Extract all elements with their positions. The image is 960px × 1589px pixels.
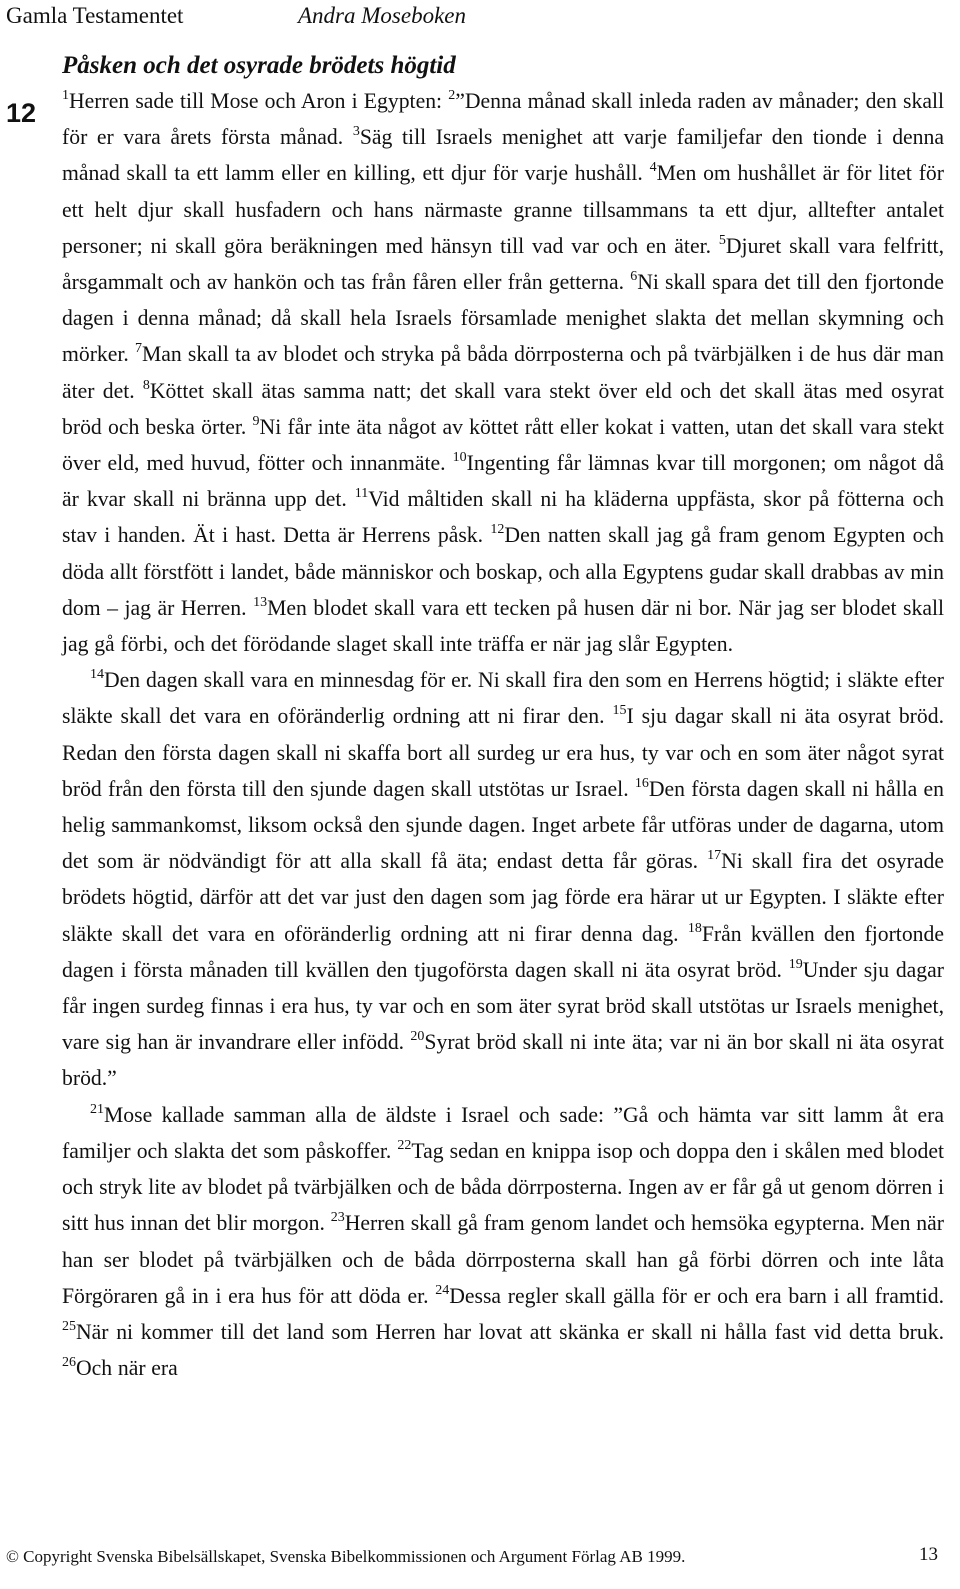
verse-text: Från kvällen den fjortonde dagen i första månaden till kvällen den tjugoförsta dagen skall ni äta osyrat bröd.	[62, 921, 944, 982]
verse-number: 14	[90, 667, 104, 683]
verse-number: 4	[649, 160, 657, 176]
verse-number: 15	[612, 703, 627, 719]
verse-text: Och när era	[76, 1356, 178, 1381]
verse-text: Tag sedan en knippa isop och doppa den i skålen med blodet och stryk lite av blodet på tvärbjälken och de båda dörrposterna. Ingen av er får gå ut genom dörren i sitt hus innan det blir morgon.	[62, 1138, 944, 1236]
verse-number: 22	[397, 1137, 412, 1153]
verse-number: 19	[788, 956, 803, 972]
verse-text: Men blodet skall vara ett tecken på husen där ni bor. När jag ser blodet skall jag gå förbi, och det förödande slaget skall inte träffa er när jag slår Egypten.	[62, 595, 944, 657]
verse-text: Herren skall gå fram genom landet och hemsöka egypterna. Men när han ser blodet på tvärbjälken och de båda dörrposterna skall han gå förbi dörren och inte låta Förgöraren gå in i era hus för att döda er.	[62, 1211, 944, 1308]
verse-text: Mose kallade samman alla de äldste i Israel och sade: ”Gå och hämta var sitt lamm åt era familjer och slakta det som påskoffer.	[62, 1102, 944, 1163]
verse-text: Den dagen skall vara en minnesdag för er. Ni skall fira den som en Herrens högtid; i släkte efter släkte skall det vara en oföränderlig ordning att ni firar den.	[62, 668, 944, 729]
running-header	[0, 0, 960, 30]
book-title: Gamla Testamentet	[6, 3, 184, 28]
verse-number: 12	[490, 522, 505, 538]
verse-number: 21	[90, 1101, 104, 1117]
verse-number: 20	[410, 1029, 425, 1045]
verse-number: 8	[142, 377, 150, 393]
verse-text: Ni skall spara det till den fjortonde dagen i denna månad; då skall hela Israels församlade menighet slakta det mellan skymning och mörker.	[62, 270, 944, 367]
verse-number: 1	[62, 88, 69, 103]
verse-number: 9	[252, 413, 260, 429]
copyright-notice: © Copyright Svenska Bibelsällskapet, Svenska Bibelkommissionen och Argument Förlag AB 1999.	[6, 1547, 686, 1566]
verse-text: Den första dagen skall ni hålla en helig sammankomst, liksom också den sjunde dagen. Inget arbete får utföras under de dagarna, utom det som är nödvändigt för att alla skall få äta; endast detta får göras.	[62, 776, 944, 874]
section-heading: Påsken och det osyrade brödets högtid	[62, 52, 456, 79]
verse-number: 6	[630, 269, 638, 285]
verse-text: Herren sade till Mose och Aron i Egypten:	[69, 89, 449, 113]
verse-text: Ni skall fira det osyrade brödets högtid, därför att det var just den dagen som jag förde era härar ut ur Egypten. I släkte efter släkte skall det vara en oföränderlig ordning att ni firar denna dag.	[62, 849, 944, 946]
verse-text: Men om hushållet är för litet för ett helt djur skall husfadern och hans närmaste granne tillsammans ta ett djur, alltefter antalet personer; ni skall göra beräkningen med hänsyn till vad var och en äter.	[62, 161, 944, 258]
verse-number: 24	[435, 1282, 450, 1298]
paragraph	[62, 83, 944, 662]
verse-number: 17	[707, 848, 722, 864]
verse-number: 2	[448, 88, 456, 103]
part-title: Andra Moseboken	[298, 3, 466, 28]
verse-text: Under sju dagar får ingen surdeg finnas i era hus, ty var och en som äter syrat bröd skall utstötas ur Israels menighet, vare sig han är invandrare eller infödd.	[62, 957, 944, 1055]
verse-number: 23	[330, 1210, 345, 1226]
verse-text: Ni får inte äta något av köttet rått eller kokat i vatten, utan det skall vara stekt över eld, med huvud, fötter och innanmäte.	[62, 414, 944, 476]
verse-text: Syrat bröd skall ni inte äta; var ni än bor skall ni äta osyrat bröd.”	[62, 1030, 944, 1091]
verse-number: 18	[687, 920, 702, 936]
verse-number: 26	[62, 1355, 76, 1371]
verse-text: Vid måltiden skall ni ha kläderna uppfästa, skor på fötterna och stav i handen. Ät i hast. Detta är Herrens påsk.	[62, 487, 944, 548]
verse-text: I sju dagar skall ni äta osyrat bröd. Redan den första dagen skall ni skaffa bort all surdeg ur era hus, ty var och en som äter något syrat bröd från den första till den sjunde dagen skall utstötas ur Israel.	[62, 704, 944, 801]
verse-number: 11	[354, 486, 369, 502]
verse-number: 5	[718, 232, 726, 248]
verse-number: 13	[253, 594, 268, 610]
verse-number: 25	[62, 1318, 76, 1334]
page-number: 13	[919, 1544, 938, 1565]
chapter-text	[62, 49, 944, 1386]
verse-text: Djuret skall vara felfritt, årsgammalt och av hankön och tas från fåren eller från getterna.	[62, 233, 944, 295]
verse-number: 16	[634, 775, 649, 791]
verse-text: Köttet skall ätas samma natt; det skall vara stekt över eld och det skall ätas med osyrat bröd och beska örter.	[62, 378, 944, 439]
paragraph	[62, 662, 944, 1096]
verse-text: Säg till Israels menighet att varje familjefar den tionde i denna månad skall ta ett lamm eller en killing, ett djur för varje hushåll.	[62, 125, 945, 186]
verse-number: 7	[135, 341, 143, 357]
verse-text: ”Denna månad skall inleda raden av månader; den skall för er vara årets första månad.	[62, 89, 944, 150]
verse-text: Man skall ta av blodet och stryka på båda dörrposterna och på tvärbjälken i de hus där man äter det.	[62, 342, 944, 403]
verse-text: Dessa regler skall gälla för er och era barn i all framtid.	[449, 1283, 944, 1308]
verse-text: Ingenting får lämnas kvar till morgonen; om något då är kvar skall ni bränna upp det.	[62, 451, 944, 512]
verse-text: Den natten skall jag gå fram genom Egypten och döda allt förstfött i landet, både människor och boskap, och alla Egyptens gudar skall drabbas av min dom – jag är Herren.	[62, 523, 944, 620]
chapter-number: 12	[6, 98, 37, 128]
verse-text: När ni kommer till det land som Herren har lovat att skänka er skall ni hålla fast vid detta bruk.	[76, 1319, 944, 1344]
verse-number: 10	[452, 450, 467, 466]
footer-divider	[0, 1520, 960, 1521]
paragraph	[62, 1097, 944, 1387]
verse-number: 3	[352, 124, 360, 140]
